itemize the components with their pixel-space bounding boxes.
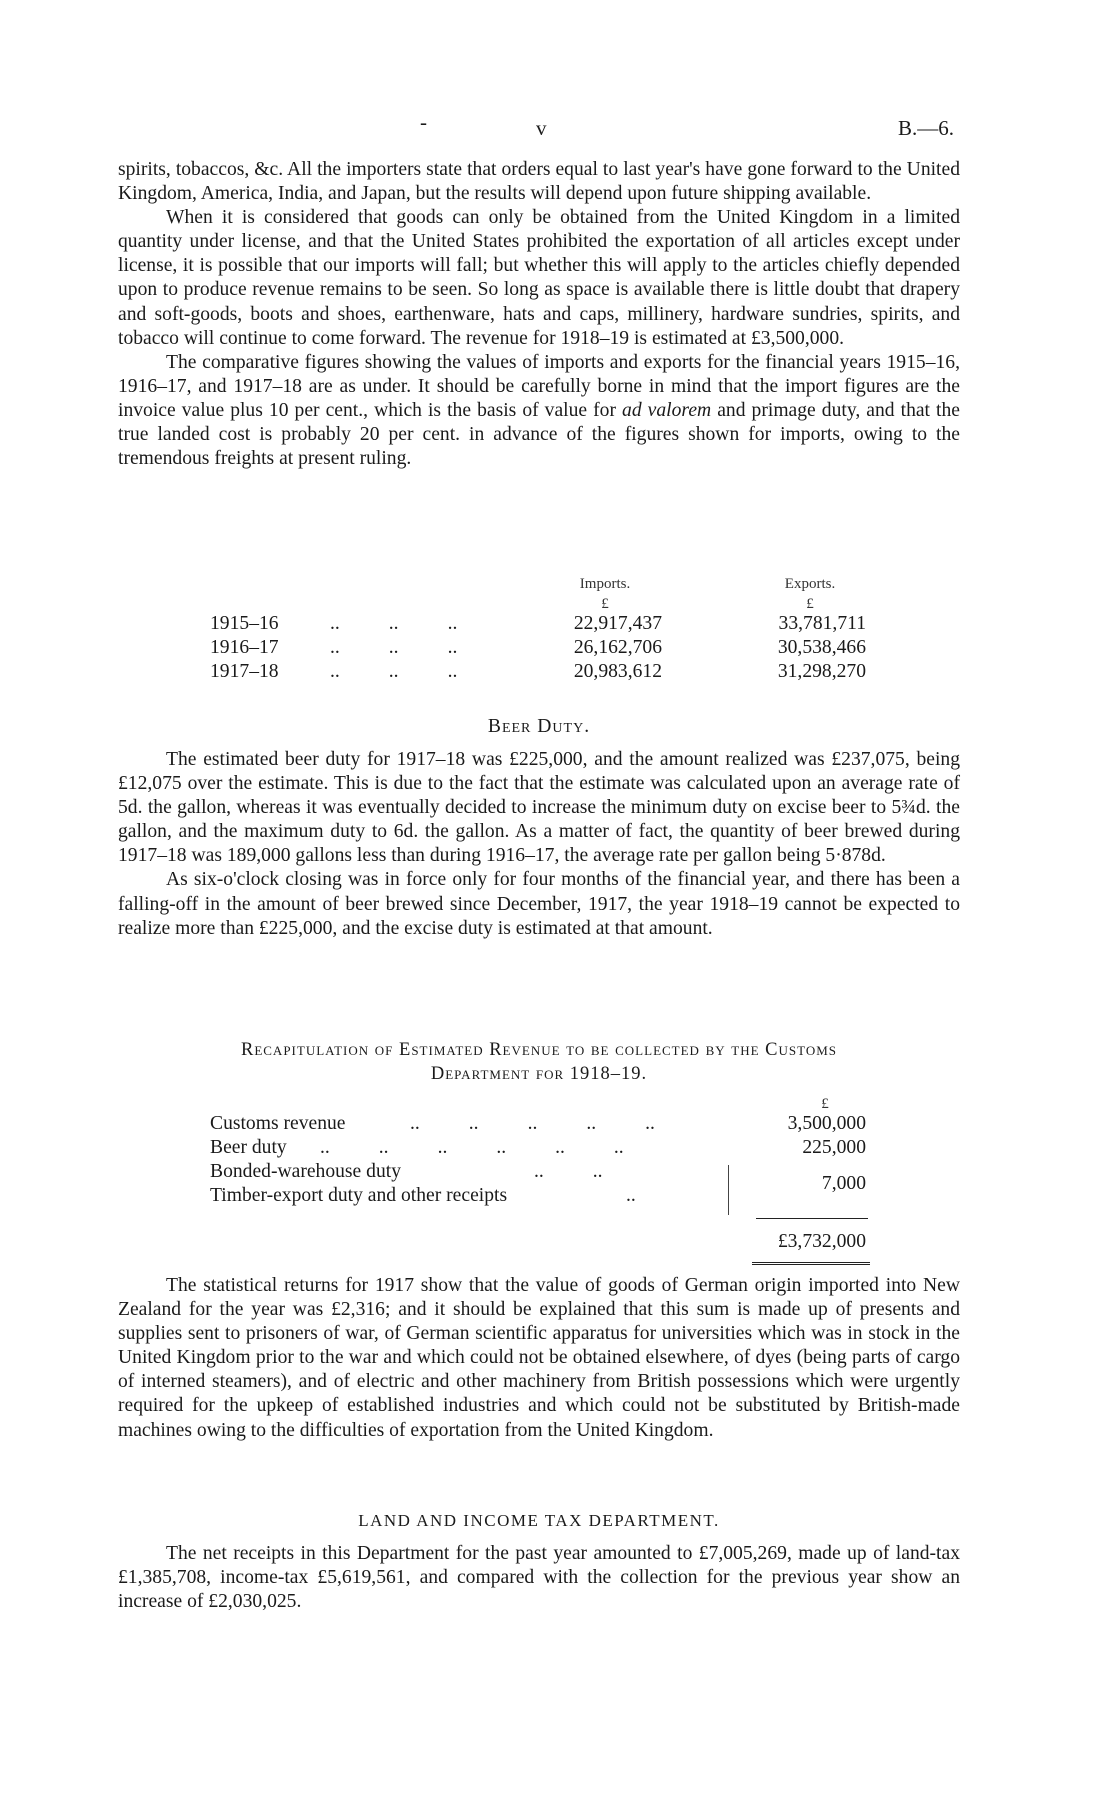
intro-section xyxy=(118,158,960,471)
dot-leaders: .. .. xyxy=(534,1161,603,1182)
paragraph-beer-estimate: The estimated beer duty for 1917–18 was £225,000, and the amount realized was £237,075, being £12,075 over the estimate. This is due to the fact that the estimate was calculated upon an average rate of 5d. the gallon, whereas it was eventually decided to increase the minimum duty on excise beer to 5¾d. the gallon, and the maximum duty to 6d. the gallon. As a matter of fact, the quantity of beer brewed during 1917–18 was 189,000 gallons less than during 1916–17, the average rate per gallon being 5·878d. xyxy=(118,749,960,867)
exports-cell: 31,298,270 xyxy=(777,661,866,682)
land-tax-section xyxy=(118,1542,960,1614)
header-dash: - xyxy=(420,110,427,134)
document-reference: B.—6. xyxy=(898,116,955,140)
recap-item-amount: 225,000 xyxy=(802,1137,866,1158)
grouping-brace xyxy=(722,1165,729,1215)
imports-column-header: Imports. xyxy=(579,576,631,592)
dot-leaders: .. .. .. .. .. xyxy=(410,1113,655,1134)
total-rule-top xyxy=(756,1218,868,1219)
page-number: v xyxy=(536,116,547,140)
paragraph-german-goods: The statistical returns for 1917 show that the value of goods of German origin imported into New Zealand for the year was £2,316; and it should be explained that this sum is made up of presents and supplies sent to prisoners of war, of German scientific apparatus for universities which was in stock in the United Kingdom prior to the war and which could not be obtained elsewhere, of dyes (being parts of cargo of interned steamers), and of electric and other machinery from British possessions which were urgently required for the upkeep of established industries and which could not be substituted by British-made machines owing to the difficulties of exportation from the United Kingdom. xyxy=(118,1275,960,1441)
recap-item-amount: 3,500,000 xyxy=(787,1113,866,1134)
imports-cell: 22,917,437 xyxy=(573,613,662,634)
recap-unit: £ xyxy=(821,1096,829,1112)
recap-heading-line2: Department for 1918–19. xyxy=(430,1064,648,1084)
paragraph-continuation: spirits, tobaccos, &c. All the importers state that orders equal to last year's have gone forward to the United Kingdom, America, India, and Japan, but the results will depend upon future shipping available. xyxy=(118,159,960,205)
year-cell: 1916–17 xyxy=(210,637,279,658)
dot-leaders: .. .. .. .. .. .. xyxy=(320,1137,624,1158)
recap-item-label: Beer duty xyxy=(210,1137,287,1158)
imports-cell: 20,983,612 xyxy=(573,661,662,682)
figures-text-before: The comparative figures showing the values of imports and exports for the financial years 1915–16, 1916–17, and 1917–18 are as under. It should be carefully borne in mind that the import figures are the invoice value plus 10 per cent., which is the basis of value for xyxy=(118,351,960,421)
year-cell: 1917–18 xyxy=(210,661,279,682)
exports-cell: 30,538,466 xyxy=(777,637,866,658)
total-rule-bottom xyxy=(752,1262,870,1265)
imports-unit: £ xyxy=(601,596,609,612)
recap-item-label: Timber-export duty and other receipts xyxy=(210,1185,508,1206)
year-cell: 1915–16 xyxy=(210,613,279,634)
recap-item-amount: 7,000 xyxy=(821,1173,866,1194)
dot-leaders: .. .. .. xyxy=(330,637,458,658)
land-tax-heading: LAND AND INCOME TAX DEPARTMENT. xyxy=(358,1511,720,1530)
paragraph-licence: When it is considered that goods can only be obtained from the United Kingdom in a limited quantity under license, and that the United States prohibited the exportation of all articles except under license, it is possible that our imports will fall; but whether this will apply to the articles chiefly depended upon to produce revenue remains to be seen. So long as space is available there is little doubt that drapery and soft-goods, boots and shoes, earthenware, hats and caps, millinery, hardware sundries, spirits, and tobacco will continue to come forward. The revenue for 1918–19 is estimated at £3,500,000. xyxy=(118,207,960,349)
paragraph-beer-closing: As six-o'clock closing was in force only for four months of the financial year, and there has been a falling-off in the amount of beer brewed since December, 1917, the year 1918–19 cannot be expected to realize more than £225,000, and the excise duty is estimated at that amount. xyxy=(118,869,960,939)
exports-cell: 33,781,711 xyxy=(778,613,866,634)
dot-leaders: .. .. .. xyxy=(330,661,458,682)
beer-duty-section xyxy=(118,748,960,941)
paragraph-comparative-figures xyxy=(118,351,960,471)
figures-text-after: and primage duty, and that the true landed cost is probably 20 per cent. in advance of the figures shown for imports, owing to the tremendous freights at present ruling. xyxy=(118,399,960,470)
paragraph-land-tax: The net receipts in this Department for the past year amounted to £7,005,269, made up of land-tax £1,385,708, income-tax £5,619,561, and compared with the collection for the previous year show an increase of £2,030,025. xyxy=(118,1543,960,1613)
beer-duty-heading: Beer Duty. xyxy=(487,716,591,737)
german-goods-section xyxy=(118,1274,960,1443)
dot-leaders: .. xyxy=(626,1185,636,1206)
exports-column-header: Exports. xyxy=(784,576,836,592)
recap-item-label: Bonded-warehouse duty xyxy=(210,1161,401,1182)
imports-cell: 26,162,706 xyxy=(573,637,662,658)
recap-total: £3,732,000 xyxy=(777,1231,866,1252)
figures-text-italic: ad valorem xyxy=(622,399,712,421)
recap-item-label: Customs revenue xyxy=(210,1113,346,1134)
dot-leaders: .. .. .. xyxy=(330,613,458,634)
exports-unit: £ xyxy=(806,596,814,612)
recap-heading-line1: Recapitulation of Estimated Revenue to be collected by the Customs xyxy=(240,1040,837,1060)
